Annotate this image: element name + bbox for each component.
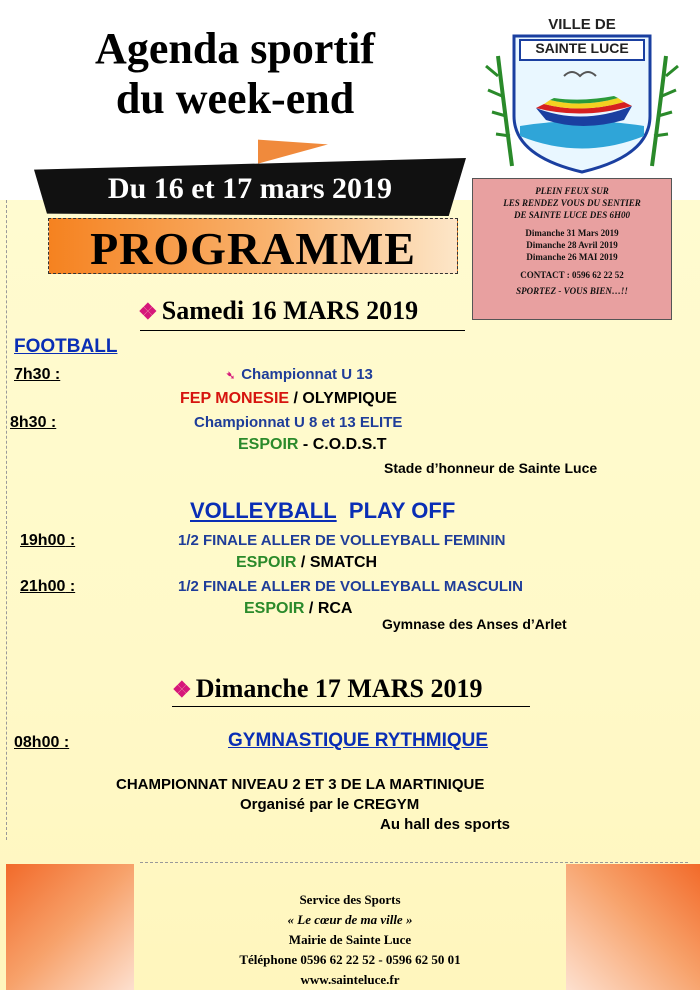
event-time: 19h00 :	[20, 532, 76, 549]
date-banner-text: Du 16 et 17 mars 2019	[107, 172, 393, 205]
footer-line-1: Service des Sports	[299, 892, 401, 907]
title-line-1: Agenda sportif	[95, 24, 375, 73]
footer-line-2: « Le cœur de ma ville »	[287, 912, 413, 927]
saturday-underline	[140, 330, 465, 331]
sunday-heading-text: Dimanche 17 MARS 2019	[195, 674, 483, 703]
volleyball-venue: Gymnase des Anses d’Arlet	[382, 616, 567, 632]
saturday-heading-text: Samedi 16 MARS 2019	[161, 296, 419, 325]
diamond-icon: ❖	[172, 677, 192, 702]
info-line-3: DE SAINTE LUCE DES 6H00	[513, 210, 631, 220]
event-teams: FEP MONESIE / OLYMPIQUE	[180, 390, 397, 407]
event-teams: ESPOIR / RCA	[244, 600, 353, 617]
event-competition: 1/2 FINALE ALLER DE VOLLEYBALL MASCULIN	[178, 578, 524, 595]
volleyball-heading: VOLLEYBALL PLAY OFF	[190, 498, 456, 523]
footer-gradient-right	[566, 864, 700, 990]
footer-phone: Téléphone 0596 62 22 52 - 0596 62 50 01	[239, 952, 461, 967]
event-teams: ESPOIR / SMATCH	[236, 554, 378, 571]
page-title	[0, 24, 470, 124]
event-competition: Championnat U 8 et 13 ELITE	[194, 414, 403, 431]
gym-line-1: CHAMPIONNAT NIVEAU 2 ET 3 DE LA MARTINIQUE	[116, 776, 485, 793]
event-time: 7h30 :	[14, 366, 61, 383]
programme-heading: PROGRAMME	[90, 223, 416, 274]
event-time: 8h30 :	[10, 414, 57, 431]
footer-gradient-left	[6, 864, 134, 990]
arrow-icon: ➴	[226, 370, 236, 382]
ville-sainte-luce-logo	[484, 16, 680, 176]
event-time: 08h00 :	[14, 734, 70, 751]
logo-line-2: SAINTE LUCE	[535, 40, 629, 56]
info-slogan: SPORTEZ - VOUS BIEN…!!	[516, 286, 628, 296]
football-label: FOOTBALL	[14, 336, 118, 357]
info-date-3: Dimanche 26 MAI 2019	[526, 252, 618, 262]
title-line-2: du week-end	[115, 74, 355, 123]
left-border	[6, 200, 7, 840]
info-line-2: LES RENDEZ VOUS DU SENTIER	[503, 198, 641, 208]
footer	[140, 890, 560, 990]
info-line-1: PLEIN FEUX SUR	[535, 186, 609, 196]
footer-website[interactable]: www.sainteluce.fr	[300, 972, 400, 987]
event-competition: ➴ Championnat U 13	[226, 366, 373, 383]
football-venue: Stade d’honneur de Sainte Luce	[384, 460, 598, 476]
event-time: 21h00 :	[20, 578, 76, 595]
sunday-underline	[172, 706, 530, 707]
gymnastics-heading: GYMNASTIQUE RYTHMIQUE	[228, 730, 489, 751]
event-competition: 1/2 FINALE ALLER DE VOLLEYBALL FEMININ	[178, 532, 506, 549]
diamond-icon: ❖	[138, 299, 158, 324]
footer-separator	[140, 862, 688, 863]
sentier-info-box	[472, 178, 672, 320]
event-teams: ESPOIR - C.O.D.S.T	[238, 436, 387, 453]
gym-line-3: Au hall des sports	[380, 816, 511, 833]
footer-line-3: Mairie de Sainte Luce	[288, 932, 412, 947]
info-date-2: Dimanche 28 Avril 2019	[526, 240, 618, 250]
info-contact: CONTACT : 0596 62 22 52	[520, 270, 624, 280]
gym-line-2: Organisé par le CREGYM	[240, 796, 420, 813]
info-date-1: Dimanche 31 Mars 2019	[525, 228, 619, 238]
logo-line-1: VILLE DE	[548, 16, 616, 33]
sunday-heading	[172, 674, 482, 704]
saturday-heading	[138, 296, 418, 326]
